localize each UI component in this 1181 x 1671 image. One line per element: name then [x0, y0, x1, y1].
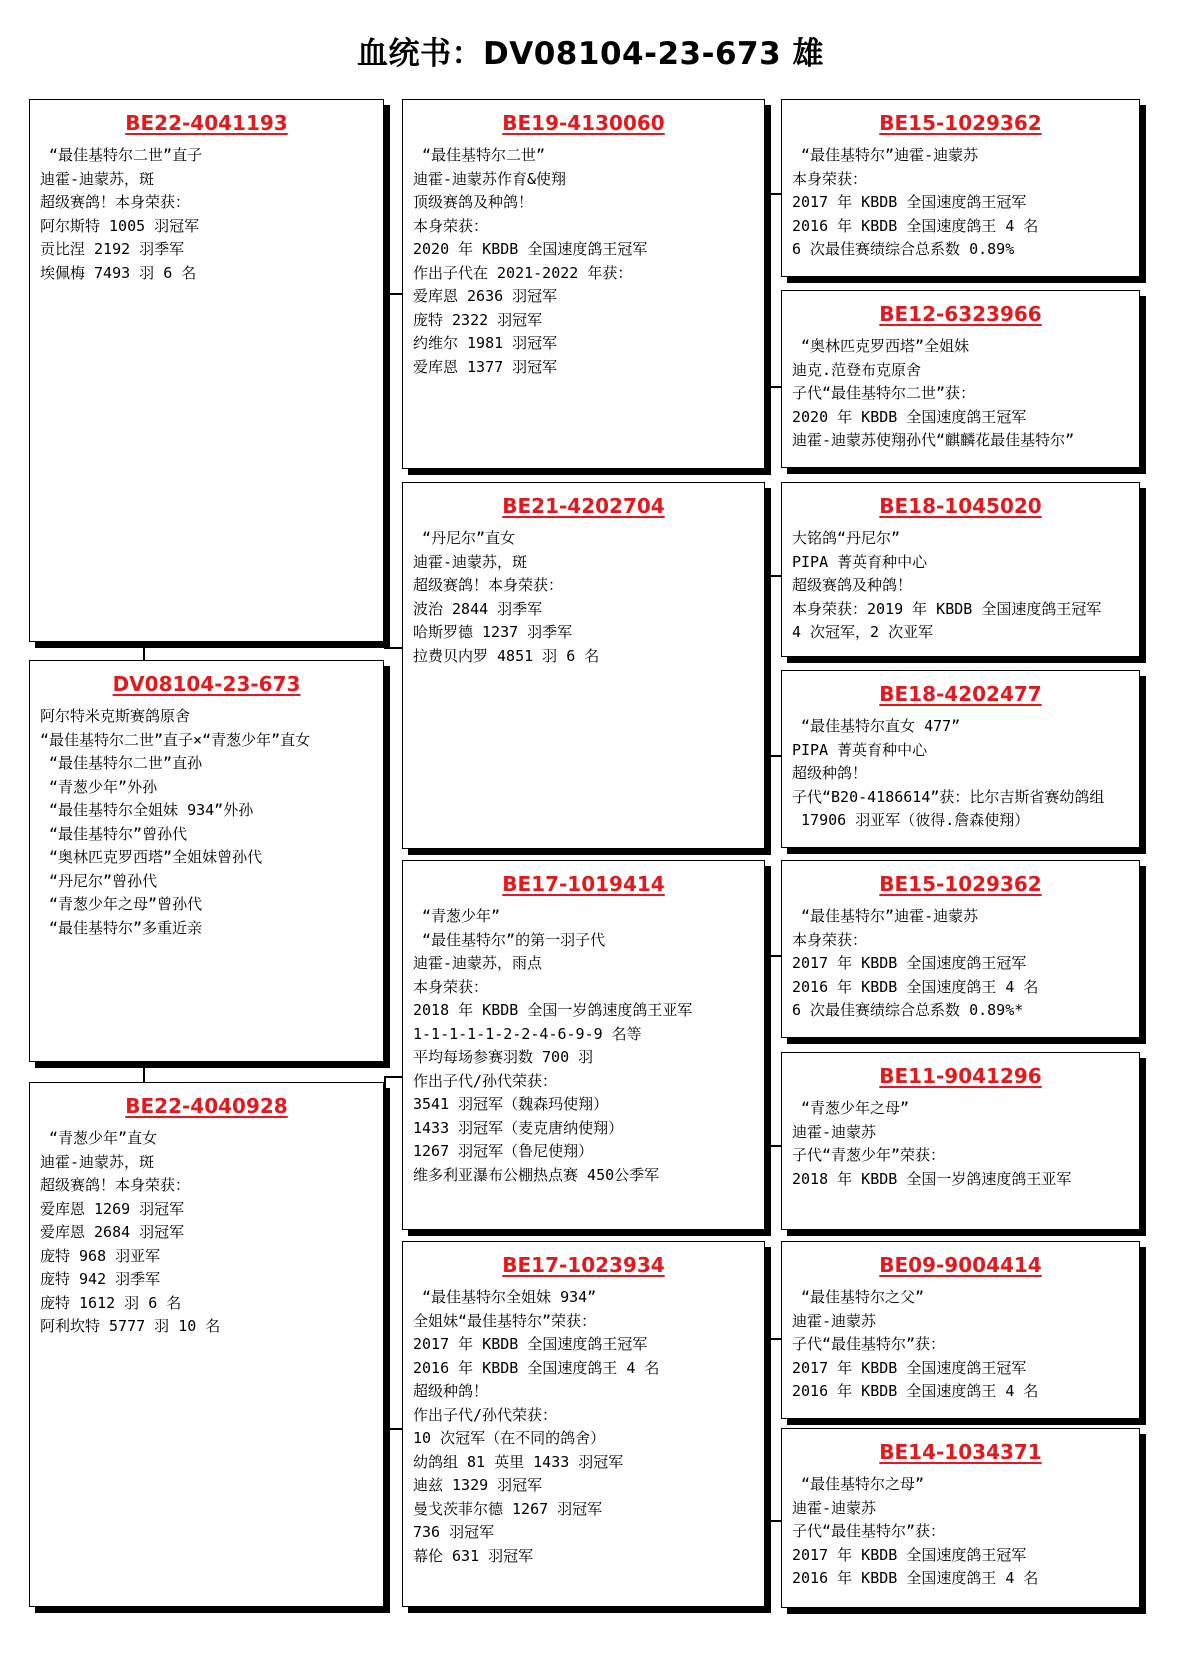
- card-line: 迪霍-迪蒙苏: [792, 1122, 877, 1141]
- card-line: “最佳基特尔”迪霍-迪蒙苏: [792, 146, 979, 164]
- great-grandparent-card: [781, 670, 1140, 848]
- card-line: 超级种鸽！: [413, 1382, 489, 1400]
- card-line: 迪霍-迪蒙苏: [792, 1498, 877, 1517]
- grandparent-card: [402, 99, 765, 469]
- ring-number: BE15-1029362: [879, 872, 1042, 896]
- great-grandparent-card: [781, 99, 1140, 277]
- card-line: 维多利亚瀑布公棚热点赛 450公季军: [413, 1165, 660, 1184]
- card-text: [40, 144, 383, 285]
- page-title: 血统书：DV08104-23-673 雄: [357, 36, 824, 72]
- card-line: 迪霍-迪蒙苏: [792, 1311, 877, 1330]
- card-line: “丹尼尔”直女: [413, 529, 516, 547]
- card-line: 6 次最佳赛绩综合总系数 0.89%: [792, 240, 1015, 258]
- card-line: 超级赛鸽！本身荣获：: [40, 1176, 191, 1194]
- ring-number: BE22-4040928: [125, 1094, 288, 1118]
- card-line: “最佳基特尔直女 477”: [792, 717, 961, 735]
- card-line: 超级赛鸽及种鸽！: [792, 576, 913, 594]
- card-line: 阿利坎特 5777 羽 10 名: [40, 1317, 221, 1335]
- card-line: 本身荣获：: [413, 216, 489, 235]
- card-line: 超级赛鸽！本身荣获：: [40, 193, 191, 211]
- card-line: 子代“最佳基特尔”获：: [792, 1335, 946, 1353]
- card-line: 2018 年 KBDB 全国一岁鸽速度鸽王亚军: [413, 1001, 693, 1019]
- dam-card: [29, 1082, 384, 1607]
- connector-line: [143, 1062, 145, 1082]
- connector-line: [384, 1428, 402, 1430]
- connector-line: [765, 386, 781, 388]
- card-line: PIPA 菁英育种中心: [792, 740, 928, 759]
- card-line: “青葱少年”: [413, 907, 501, 925]
- card-line: 爱库恩 2684 羽冠军: [40, 1223, 185, 1241]
- card-line: 庞特 942 羽季军: [40, 1270, 161, 1288]
- card-line: 阿尔特米克斯赛鸽原舍: [40, 707, 191, 725]
- connector-line: [765, 575, 781, 577]
- card-line: 拉费贝内罗 4851 羽 6 名: [413, 646, 600, 665]
- card-text: [792, 905, 1139, 1023]
- card-text: [792, 1473, 1139, 1591]
- ring-number: BE18-4202477: [879, 682, 1042, 706]
- card-line: 阿尔斯特 1005 羽冠军: [40, 216, 200, 235]
- ring-number: DV08104-23-673: [112, 672, 301, 696]
- card-line: 10 次冠军（在不同的鸽舍）: [413, 1429, 606, 1447]
- connector-line: [384, 647, 402, 649]
- card-line: 3541 羽冠军（魏森玛使翔）: [413, 1095, 609, 1113]
- card-line: 平均每场参赛羽数 700 羽: [413, 1048, 594, 1066]
- card-line: 迪霍-迪蒙苏，雨点: [413, 954, 543, 972]
- connector-line: [143, 642, 145, 660]
- card-line: 爱库恩 1377 羽冠军: [413, 357, 558, 376]
- card-line: 2016 年 KBDB 全国速度鸽王 4 名: [413, 1358, 660, 1377]
- connector-line: [765, 193, 767, 388]
- card-line: 本身荣获：: [792, 169, 868, 188]
- card-line: 子代“青葱少年”荣获：: [792, 1146, 946, 1164]
- card-line: 作出子代在 2021-2022 年获：: [413, 263, 633, 282]
- card-line: 2017 年 KBDB 全国速度鸽王冠军: [413, 1335, 648, 1353]
- card-line: 作出子代/孙代荣获：: [413, 1405, 558, 1424]
- card-line: 爱库恩 1269 羽冠军: [40, 1199, 185, 1218]
- sire-card: [29, 99, 384, 642]
- card-line: 6 次最佳赛绩综合总系数 0.89%*: [792, 1001, 1024, 1019]
- connector-line: [765, 1145, 781, 1147]
- card-text: [792, 715, 1139, 833]
- card-line: 庞特 1612 羽 6 名: [40, 1293, 182, 1312]
- card-line: “最佳基特尔”曾孙代: [40, 824, 188, 843]
- card-text: [792, 144, 1139, 262]
- card-line: 1267 羽冠军（鲁尼使翔）: [413, 1142, 594, 1160]
- card-line: 子代“最佳基特尔二世”获：: [792, 384, 976, 402]
- card-line: 哈斯罗德 1237 羽季军: [413, 623, 573, 641]
- card-line: “奥林匹克罗西塔”全姐妹曾孙代: [40, 848, 263, 866]
- card-line: 子代“B20-4186614”获：比尔吉斯省赛幼鸽组: [792, 787, 1105, 806]
- card-line: 大铭鸽“丹尼尔”: [792, 529, 901, 547]
- card-line: “最佳基特尔二世”: [413, 146, 546, 164]
- connector-line: [384, 293, 386, 649]
- card-line: 2018 年 KBDB 全国一岁鸽速度鸽王亚军: [792, 1169, 1072, 1188]
- great-grandparent-card: [781, 1241, 1140, 1419]
- card-text: [792, 1097, 1139, 1191]
- connector-line: [765, 193, 781, 195]
- ring-number: BE11-9041296: [879, 1064, 1042, 1088]
- card-line: “最佳基特尔二世”直子: [40, 146, 203, 164]
- card-line: “最佳基特尔之母”: [792, 1475, 925, 1493]
- great-grandparent-card: [781, 290, 1140, 468]
- card-line: “丹尼尔”曾孙代: [40, 871, 158, 890]
- ring-number: BE18-1045020: [879, 494, 1042, 518]
- ring-number: BE17-1019414: [502, 872, 665, 896]
- card-line: 2016 年 KBDB 全国速度鸽王 4 名: [792, 977, 1039, 996]
- card-line: 2017 年 KBDB 全国速度鸽王冠军: [792, 1358, 1027, 1377]
- card-line: “最佳基特尔之父”: [792, 1288, 925, 1306]
- card-line: 迪霍-迪蒙苏，斑: [40, 169, 155, 188]
- card-text: [413, 905, 764, 1187]
- card-line: 子代“最佳基特尔”获：: [792, 1522, 946, 1540]
- great-grandparent-card: [781, 1428, 1140, 1608]
- great-grandparent-card: [781, 482, 1140, 657]
- card-line: “青葱少年之母”: [792, 1099, 910, 1117]
- card-line: 迪霍-迪蒙苏使翔孙代“麒麟花最佳基特尔”: [792, 431, 1075, 449]
- card-line: 爱库恩 2636 羽冠军: [413, 287, 558, 305]
- card-line: 约维尔 1981 羽冠军: [413, 334, 558, 352]
- card-line: 本身荣获：: [413, 977, 489, 996]
- card-line: 2017 年 KBDB 全国速度鸽王冠军: [792, 193, 1027, 211]
- card-text: [413, 144, 764, 379]
- ring-number: BE19-4130060: [502, 111, 665, 135]
- card-line: 2016 年 KBDB 全国速度鸽王 4 名: [792, 1382, 1039, 1400]
- card-text: [792, 335, 1139, 453]
- card-line: 迪霍-迪蒙苏，斑: [413, 552, 528, 571]
- card-line: “青葱少年之母”曾孙代: [40, 895, 203, 913]
- grandparent-card: [402, 482, 765, 849]
- card-line: 迪霍-迪蒙苏，斑: [40, 1152, 155, 1171]
- card-line: 2016 年 KBDB 全国速度鸽王 4 名: [792, 216, 1039, 235]
- grandparent-card: [402, 860, 765, 1230]
- card-line: “最佳基特尔”多重近亲: [40, 918, 203, 937]
- card-line: “最佳基特尔全姐妹 934”外孙: [40, 801, 254, 819]
- card-line: 1433 羽冠军（麦克唐纳使翔）: [413, 1118, 624, 1137]
- ring-number: BE22-4041193: [125, 111, 288, 135]
- connector-line: [765, 1520, 781, 1522]
- card-text: [413, 527, 764, 668]
- card-line: 作出子代/孙代荣获：: [413, 1071, 558, 1090]
- subject-card: [29, 660, 384, 1062]
- card-line: 736 羽冠军: [413, 1523, 495, 1541]
- card-line: 2020 年 KBDB 全国速度鸽王冠军: [413, 240, 648, 258]
- card-line: 幼鸽组 81 英里 1433 羽冠军: [413, 1452, 624, 1471]
- card-line: “奥林匹克罗西塔”全姐妹: [792, 337, 970, 355]
- card-text: [413, 1286, 764, 1568]
- card-line: 本身荣获：2019 年 KBDB 全国速度鸽王冠军: [792, 599, 1102, 618]
- card-line: “青葱少年”直女: [40, 1129, 158, 1147]
- card-line: 全姐妹“最佳基特尔”荣获：: [413, 1311, 597, 1330]
- card-line: “最佳基特尔”迪霍-迪蒙苏: [792, 907, 979, 925]
- ring-number: BE09-9004414: [879, 1253, 1042, 1277]
- card-line: “青葱少年”外孙: [40, 777, 158, 796]
- card-line: 埃佩梅 7493 羽 6 名: [40, 263, 197, 282]
- card-line: PIPA 菁英育种中心: [792, 552, 928, 571]
- card-line: “最佳基特尔”的第一羽子代: [413, 930, 606, 949]
- connector-line: [765, 755, 781, 757]
- connector-line: [384, 1076, 386, 1430]
- connector-line: [765, 955, 767, 1147]
- connector-line: [765, 1338, 781, 1340]
- connector-line: [384, 293, 402, 295]
- card-text: [792, 1286, 1139, 1404]
- card-text: [40, 705, 383, 940]
- card-line: 顶级赛鸽及种鸽！: [413, 193, 534, 211]
- great-grandparent-card: [781, 1052, 1140, 1230]
- ring-number: BE14-1034371: [879, 1440, 1042, 1464]
- card-text: [40, 1127, 383, 1339]
- card-line: 17906 羽亚军（彼得.詹森使翔）: [792, 811, 1030, 829]
- connector-line: [765, 575, 767, 757]
- connector-line: [765, 955, 781, 957]
- card-line: 迪兹 1329 羽冠军: [413, 1476, 543, 1494]
- card-line: 波治 2844 羽季军: [413, 599, 543, 618]
- card-line: 4 次冠军，2 次亚军: [792, 623, 934, 641]
- card-line: 庞特 968 羽亚军: [40, 1246, 161, 1265]
- card-line: 幕伦 631 羽冠军: [413, 1546, 534, 1565]
- card-line: 迪克.范登布克原舍: [792, 360, 922, 379]
- card-line: 2016 年 KBDB 全国速度鸽王 4 名: [792, 1569, 1039, 1587]
- card-line: 超级种鸽！: [792, 764, 868, 782]
- card-line: 2017 年 KBDB 全国速度鸽王冠军: [792, 954, 1027, 972]
- card-line: 超级赛鸽！本身荣获：: [413, 576, 564, 594]
- ring-number: BE17-1023934: [502, 1253, 665, 1277]
- card-line: 1-1-1-1-1-2-2-4-6-9-9 名等: [413, 1024, 642, 1043]
- ring-number: BE12-6323966: [879, 302, 1042, 326]
- card-line: “最佳基特尔二世”直孙: [40, 754, 203, 772]
- card-line: 庞特 2322 羽冠军: [413, 310, 543, 329]
- card-line: 迪霍-迪蒙苏作育&使翔: [413, 169, 567, 188]
- great-grandparent-card: [781, 860, 1140, 1038]
- connector-line: [384, 1076, 402, 1078]
- ring-number: BE21-4202704: [502, 494, 665, 518]
- connector-line: [765, 1338, 767, 1522]
- card-text: [792, 527, 1139, 645]
- card-line: 2017 年 KBDB 全国速度鸽王冠军: [792, 1545, 1027, 1564]
- card-line: “最佳基特尔二世”直子×“青葱少年”直女: [40, 730, 311, 749]
- grandparent-card: [402, 1241, 765, 1607]
- card-line: 本身荣获：: [792, 930, 868, 949]
- card-line: 2020 年 KBDB 全国速度鸽王冠军: [792, 407, 1027, 426]
- card-line: 贡比涅 2192 羽季军: [40, 240, 185, 258]
- card-line: 曼戈茨菲尔德 1267 羽冠军: [413, 1499, 603, 1518]
- card-line: “最佳基特尔全姐妹 934”: [413, 1288, 597, 1306]
- ring-number: BE15-1029362: [879, 111, 1042, 135]
